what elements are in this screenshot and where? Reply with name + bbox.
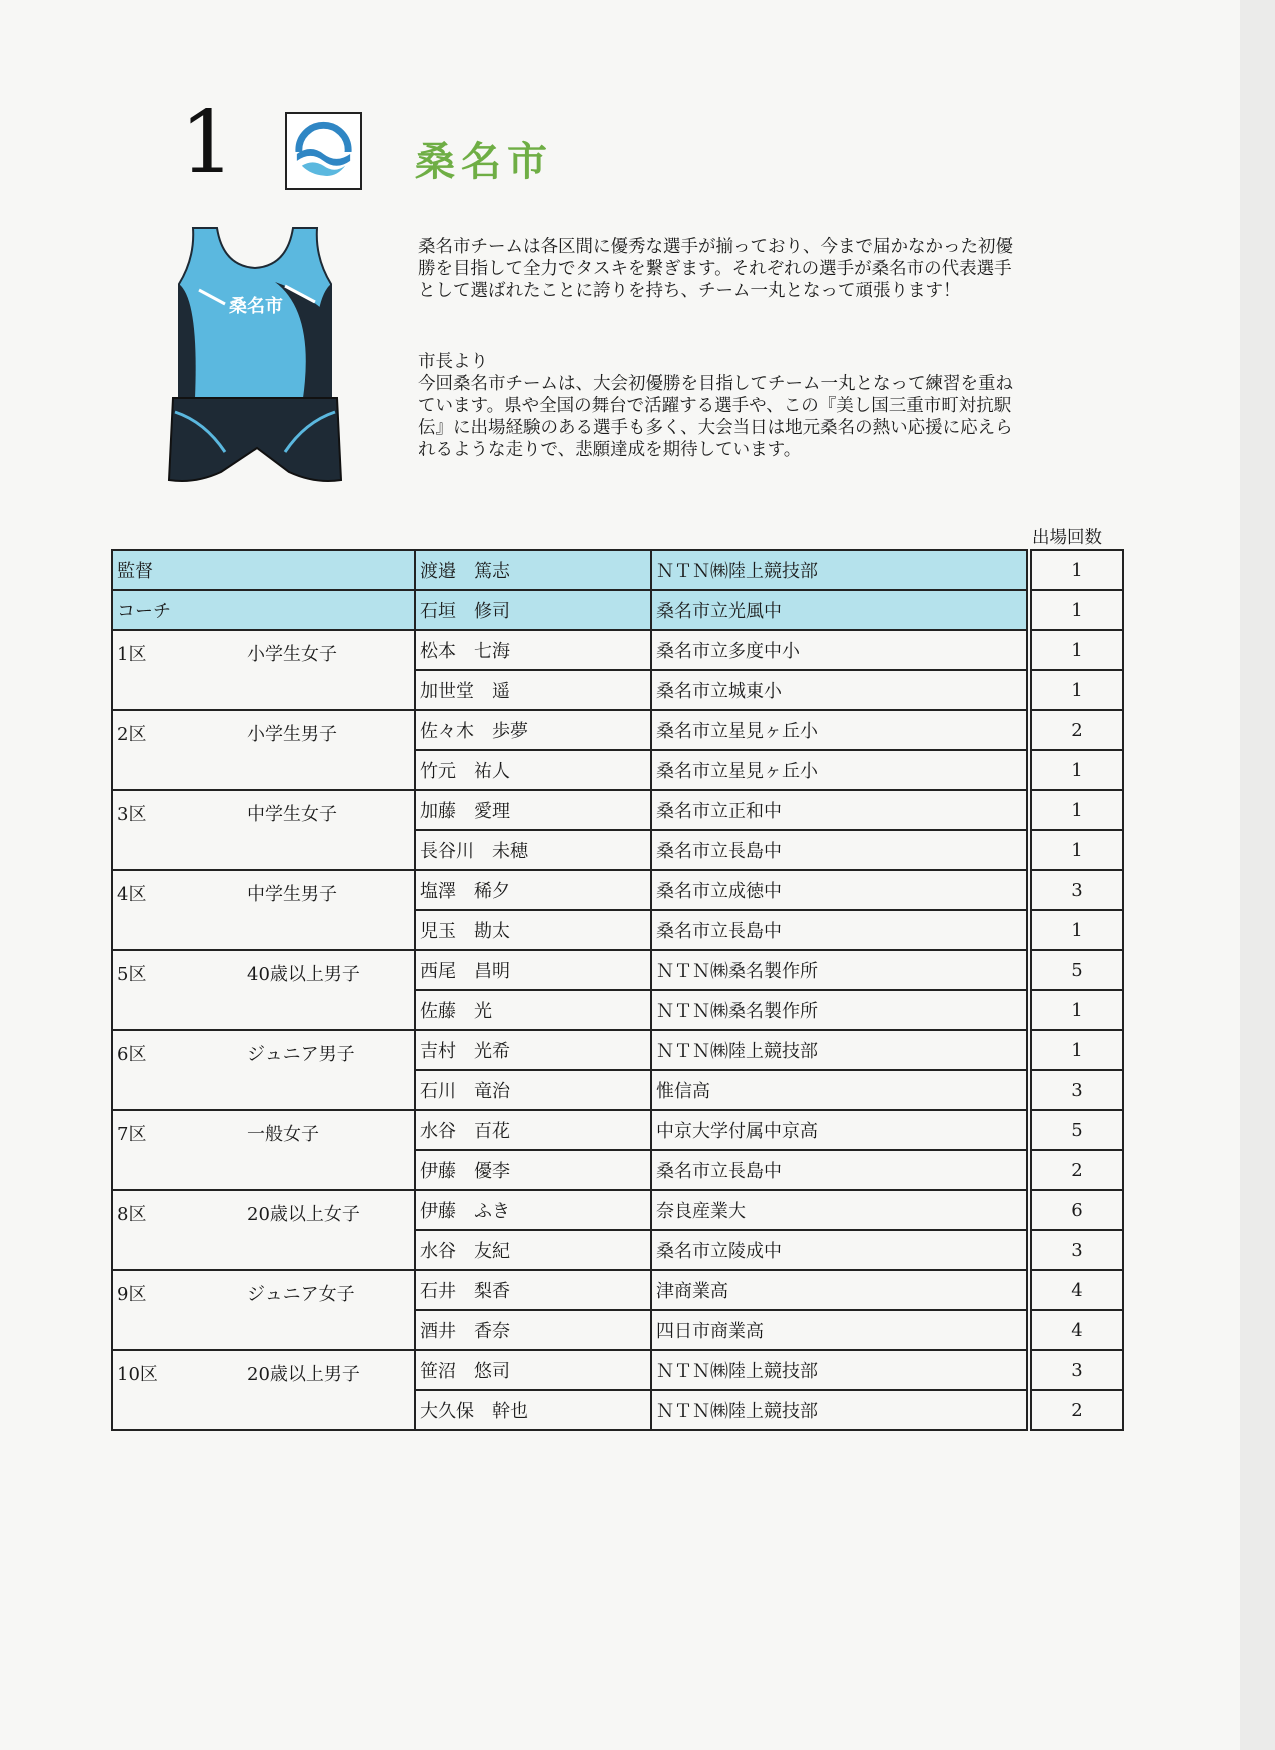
section-label: [117, 1120, 410, 1180]
intro-line: 勝を目指して全力でタスキを繋ぎます。それぞれの選手が桑名市の代表選手: [418, 259, 1012, 279]
runner-name: 石井 梨香: [415, 1270, 651, 1310]
appearance-count: 3: [1031, 1070, 1123, 1110]
runner-name: 長谷川 未穂: [415, 830, 651, 870]
runner-affiliation: 桑名市立城東小: [651, 670, 1027, 710]
section-number: 3区: [117, 804, 147, 825]
section-number: 10区: [117, 1364, 158, 1385]
mayor-line: 伝』に出場経験のある選手も多く、大会当日は地元桑名の熱い応援に応えら: [418, 418, 1013, 438]
appearance-count: 4: [1031, 1310, 1123, 1350]
section-cell: [112, 790, 415, 870]
runner-row: [112, 630, 1123, 670]
runner-name: 笹沼 悠司: [415, 1350, 651, 1390]
runner-name: 大久保 幹也: [415, 1390, 651, 1430]
appearance-count: 3: [1031, 1230, 1123, 1270]
staff-name: 渡邉 篤志: [415, 550, 651, 590]
section-cell: [112, 630, 415, 710]
section-cell: [112, 1350, 415, 1430]
team-number: 1: [180, 93, 235, 193]
runner-affiliation: 津商業高: [651, 1270, 1027, 1310]
section-category: 小学生女子: [247, 644, 337, 665]
intro-line: として選ばれたことに誇りを持ち、チーム一丸となって頑張ります！: [418, 281, 961, 301]
appearance-count: 4: [1031, 1270, 1123, 1310]
runner-affiliation: ＮＴＮ㈱桑名製作所: [651, 950, 1027, 990]
section-category: 中学生男子: [247, 884, 337, 905]
appearance-count: 1: [1031, 670, 1123, 710]
runner-row: [112, 1030, 1123, 1070]
section-number: 9区: [117, 1284, 147, 1305]
appearance-count: 1: [1031, 830, 1123, 870]
runner-affiliation: 中京大学付属中京高: [651, 1110, 1027, 1150]
runner-affiliation: ＮＴＮ㈱桑名製作所: [651, 990, 1027, 1030]
section-number: 6区: [117, 1044, 147, 1065]
section-number: 7区: [117, 1124, 147, 1145]
section-label: [117, 960, 410, 1020]
appearance-count: 1: [1031, 750, 1123, 790]
runner-name: 佐藤 光: [415, 990, 651, 1030]
section-cell: [112, 1190, 415, 1270]
runner-row: [112, 950, 1123, 990]
runner-affiliation: ＮＴＮ㈱陸上競技部: [651, 1390, 1027, 1430]
section-label: [117, 640, 410, 700]
runner-name: 松本 七海: [415, 630, 651, 670]
runner-affiliation: 惟信高: [651, 1070, 1027, 1110]
section-category: ジュニア女子: [247, 1284, 355, 1305]
runner-affiliation: 桑名市立成徳中: [651, 870, 1027, 910]
city-emblem-icon: [285, 112, 362, 190]
runner-name: 水谷 百花: [415, 1110, 651, 1150]
section-label: [117, 1200, 410, 1260]
section-number: 1区: [117, 644, 147, 665]
section-cell: [112, 1270, 415, 1350]
runner-affiliation: 桑名市立星見ヶ丘小: [651, 750, 1027, 790]
appearance-count: 5: [1031, 950, 1123, 990]
appearance-count: 5: [1031, 1110, 1123, 1150]
runner-affiliation: ＮＴＮ㈱陸上競技部: [651, 1350, 1027, 1390]
section-label: [117, 880, 410, 940]
runner-name: 加世堂 遥: [415, 670, 651, 710]
runner-affiliation: 桑名市立長島中: [651, 910, 1027, 950]
section-number: 4区: [117, 884, 147, 905]
section-cell: [112, 710, 415, 790]
runner-row: [112, 1190, 1123, 1230]
appearance-count: 2: [1031, 1390, 1123, 1430]
mayor-line: 今回桑名市チームは、大会初優勝を目指してチーム一丸となって練習を重ね: [418, 374, 1013, 394]
runner-name: 水谷 友紀: [415, 1230, 651, 1270]
appearance-count: 1: [1031, 990, 1123, 1030]
staff-affiliation: ＮＴＮ㈱陸上競技部: [651, 550, 1027, 590]
roster-body: [112, 550, 1123, 1430]
appearance-count: 2: [1031, 1150, 1123, 1190]
section-category: 40歳以上男子: [247, 964, 360, 985]
section-cell: [112, 950, 415, 1030]
runner-name: 吉村 光希: [415, 1030, 651, 1070]
section-cell: [112, 870, 415, 950]
runner-affiliation: 桑名市立正和中: [651, 790, 1027, 830]
runner-name: 加藤 愛理: [415, 790, 651, 830]
runner-row: [112, 870, 1123, 910]
runner-name: 塩澤 稀夕: [415, 870, 651, 910]
section-label: [117, 720, 410, 780]
staff-row: [112, 550, 1123, 590]
runner-affiliation: 桑名市立長島中: [651, 830, 1027, 870]
mayor-heading: 市長より: [418, 352, 488, 372]
mayor-line: ています。県や全国の舞台で活躍する選手や、この『美し国三重市町対抗駅: [418, 396, 1012, 416]
appearance-count: 1: [1031, 790, 1123, 830]
appearance-count: 3: [1031, 1350, 1123, 1390]
staff-role: コーチ: [112, 590, 415, 630]
section-number: 8区: [117, 1204, 147, 1225]
appearance-count: 1: [1031, 910, 1123, 950]
runner-name: 石川 竜治: [415, 1070, 651, 1110]
runner-name: 酒井 香奈: [415, 1310, 651, 1350]
staff-name: 石垣 修司: [415, 590, 651, 630]
section-label: [117, 1040, 410, 1100]
staff-affiliation: 桑名市立光風中: [651, 590, 1027, 630]
mayor-message: [418, 373, 1118, 461]
runner-affiliation: 桑名市立陵成中: [651, 1230, 1027, 1270]
section-cell: [112, 1110, 415, 1190]
section-category: 一般女子: [247, 1124, 319, 1145]
intro-line: 桑名市チームは各区間に優秀な選手が揃っており、今まで届かなかった初優: [418, 237, 1013, 257]
mayor-line: れるような走りで、悲願達成を期待しています。: [418, 440, 802, 460]
runner-name: 西尾 昌明: [415, 950, 651, 990]
runner-affiliation: 奈良産業大: [651, 1190, 1027, 1230]
staff-row: [112, 590, 1123, 630]
runner-row: [112, 790, 1123, 830]
appearance-count: 1: [1031, 1030, 1123, 1070]
section-category: 20歳以上男子: [247, 1364, 360, 1385]
runner-name: 児玉 勘太: [415, 910, 651, 950]
appearance-count: 6: [1031, 1190, 1123, 1230]
section-label: [117, 800, 410, 860]
runner-name: 竹元 祐人: [415, 750, 651, 790]
appearance-count: 1: [1031, 630, 1123, 670]
section-number: 2区: [117, 724, 147, 745]
runner-name: 佐々木 歩夢: [415, 710, 651, 750]
runner-affiliation: 四日市商業高: [651, 1310, 1027, 1350]
running-uniform: [165, 222, 345, 512]
section-label: [117, 1360, 410, 1420]
appearance-count: 3: [1031, 870, 1123, 910]
runner-row: [112, 1350, 1123, 1390]
team-introduction: [418, 236, 1118, 302]
runner-affiliation: 桑名市立多度中小: [651, 630, 1027, 670]
appearance-count: 1: [1031, 590, 1123, 630]
appearance-count: 2: [1031, 710, 1123, 750]
section-category: 中学生女子: [247, 804, 337, 825]
section-number: 5区: [117, 964, 147, 985]
runner-affiliation: 桑名市立長島中: [651, 1150, 1027, 1190]
appearances-header: 出場回数: [1032, 528, 1102, 548]
section-category: 小学生男子: [247, 724, 337, 745]
section-category: ジュニア男子: [247, 1044, 355, 1065]
team-name: 桑名市: [415, 139, 553, 185]
roster-table: [111, 549, 1124, 1431]
section-cell: [112, 1030, 415, 1110]
runner-affiliation: 桑名市立星見ヶ丘小: [651, 710, 1027, 750]
section-category: 20歳以上女子: [247, 1204, 360, 1225]
runner-row: [112, 1270, 1123, 1310]
runner-affiliation: ＮＴＮ㈱陸上競技部: [651, 1030, 1027, 1070]
runner-row: [112, 1110, 1123, 1150]
runner-name: 伊藤 優李: [415, 1150, 651, 1190]
section-label: [117, 1280, 410, 1340]
svg-text:桑名市: 桑名市: [229, 296, 283, 317]
runner-row: [112, 710, 1123, 750]
runner-name: 伊藤 ふき: [415, 1190, 651, 1230]
appearance-count: 1: [1031, 550, 1123, 590]
staff-role: 監督: [112, 550, 415, 590]
